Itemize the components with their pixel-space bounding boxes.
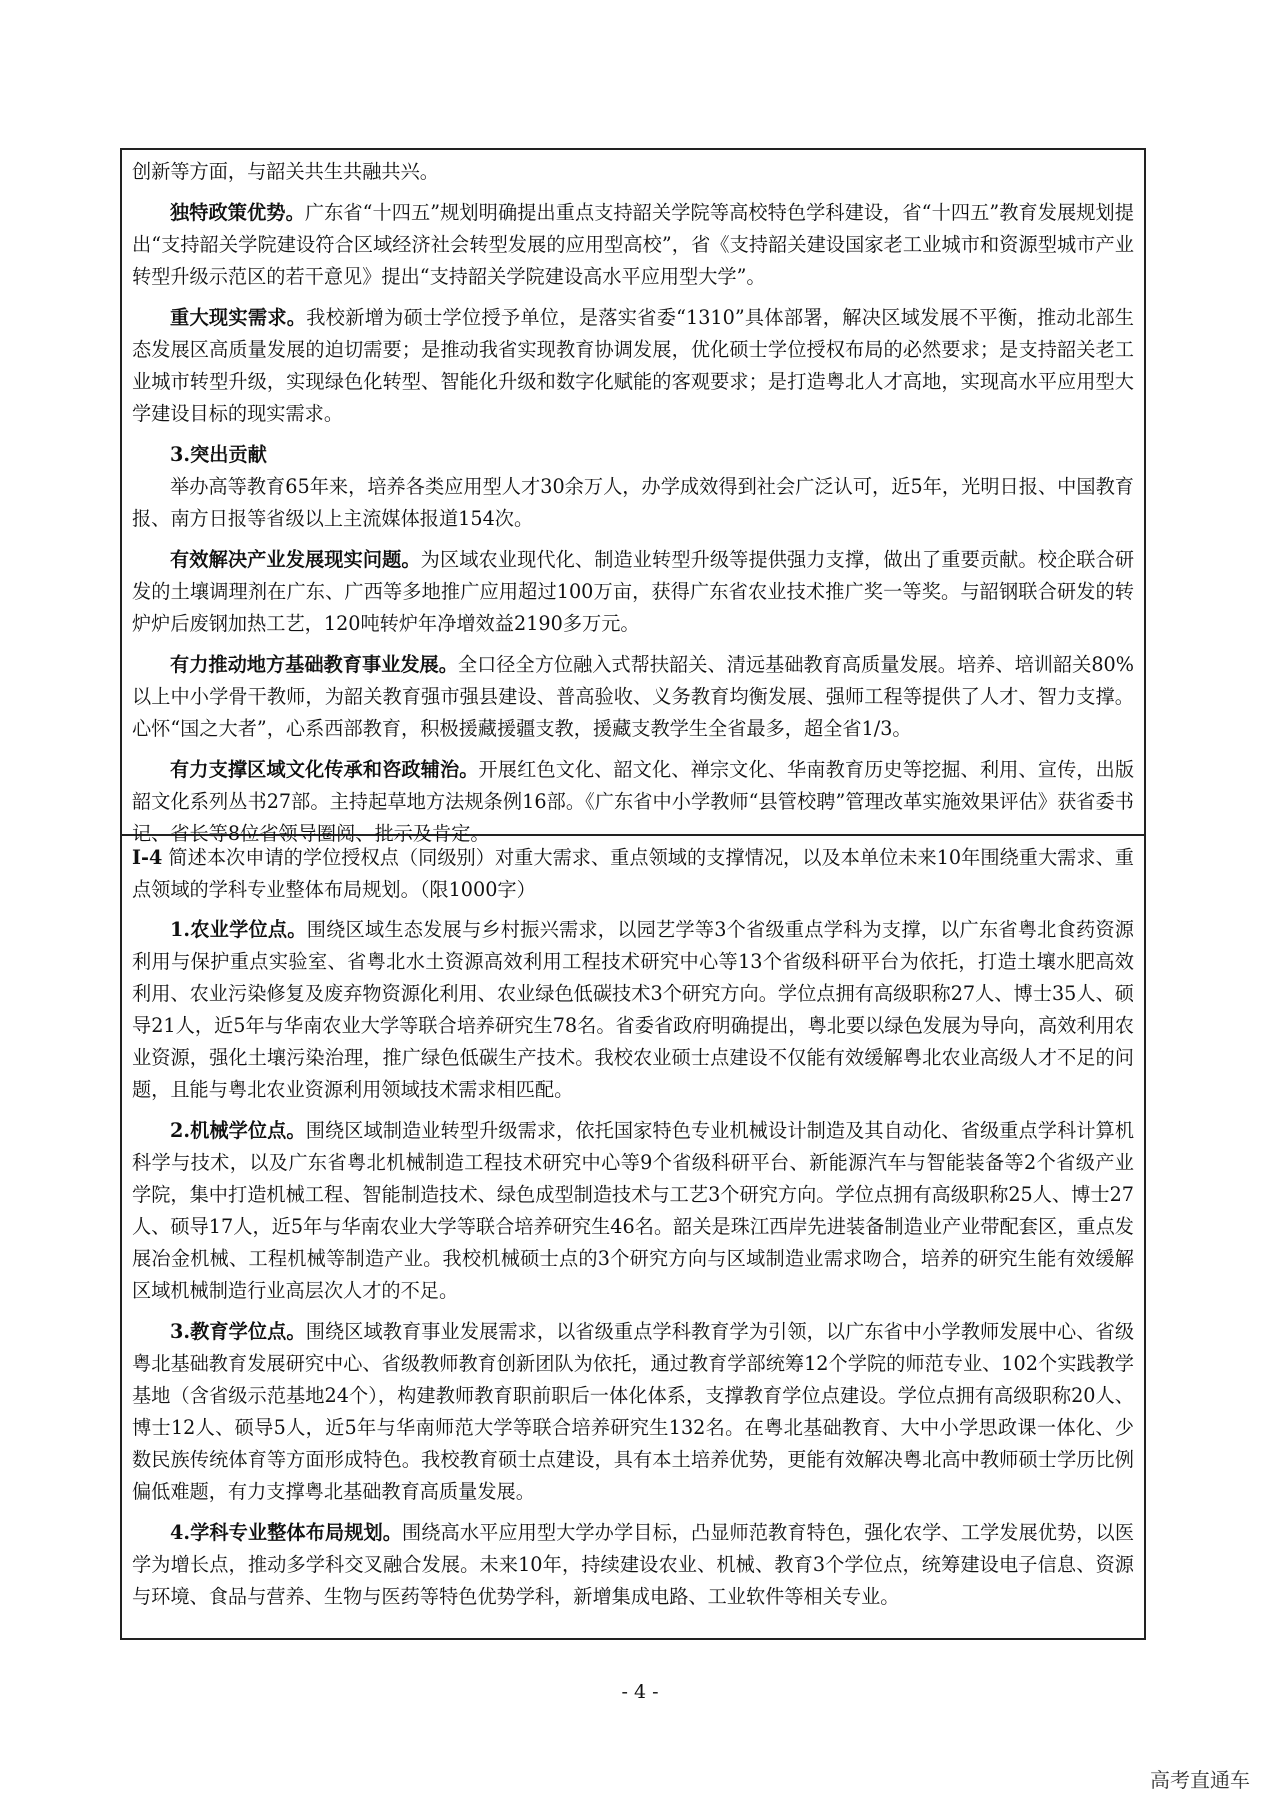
education-heading: 有力推动地方基础教育事业发展。 <box>170 653 458 676</box>
document-table <box>120 148 1146 1640</box>
mechanical-paragraph <box>132 1115 1134 1307</box>
mechanical-text: 围绕区域制造业转型升级需求，依托国家特色专业机械设计制造及其自动化、省级重点学科计算机科学与技术，以及广东省粤北机械制造工程技术研究中心等9个省级科研平台、新能源汽车与智能装备等2个省级产业学院，集中打造机械工程、智能制造技术、绿色成型制造技术与工艺3个研究方向。学位点拥有高级职称25人、博士27人、硕导17人，近5年与华南农业大学等联合培养研究生46名。韶关是珠江西岸先进装备制造业产业带配套区，重点发展冶金机械、工程机械等制造产业。我校机械硕士点的3个研究方向与区域制造业需求吻合，培养的研究生能有效缓解区域机械制造行业高层次人才的不足。 <box>132 1119 1135 1302</box>
education-text: 全口径全方位融入式帮扶韶关、清远基础教育高质量发展。培养、培训韶关80%以上中小学骨干教师，为韶关教育强市强县建设、普高验收、义务教育均衡发展、强师工程等提供了人才、智力支撑。心怀“国之大者”，心系西部教育，积极援藏援疆支教，援藏支教学生全省最多，超全省1/3。 <box>132 653 1134 740</box>
mechanical-heading: 2.机械学位点。 <box>170 1119 306 1142</box>
agriculture-text: 围绕区域生态发展与乡村振兴需求，以园艺学等3个省级重点学科为支撑，以广东省粤北食药资源利用与保护重点实验室、省粤北水土资源高效利用工程技术研究中心等13个省级科研平台为依托，打造土壤水肥高效利用、农业污染修复及废弃物资源化利用、农业绿色低碳技术3个研究方向。学位点拥有高级职称27人、博士35人、硕导21人，近5年与华南农业大学等联合培养研究生78名。省委省政府明确提出，粤北要以绿色发展为导向，高效利用农业资源，强化土壤污染治理，推广绿色低碳生产技术。我校农业硕士点建设不仅能有效缓解粤北农业高级人才不足的问题，且能与粤北农业资源利用领域技术需求相匹配。 <box>132 918 1134 1101</box>
culture-text: 开展红色文化、韶文化、禅宗文化、华南教育历史等挖掘、利用、宣传，出版韶文化系列丛书27部。主持起草地方法规条例16部。《广东省中小学教师“县管校聘”管理改革实施效果评估》获省委书记、省长等8位省领导圈阅、批示及肯定。 <box>132 758 1135 845</box>
question-text: 简述本次申请的学位授权点（同级别）对重大需求、重点领域的支撑情况，以及本单位未来10年围绕重大需求、重点领域的学科专业整体布局规划。（限1000字） <box>132 846 1134 901</box>
policy-heading: 独特政策优势。 <box>170 201 305 224</box>
culture-heading: 有力支撑区域文化传承和咨政辅治。 <box>170 758 479 781</box>
contribution-intro: 举办高等教育65年来，培养各类应用型人才30余万人，办学成效得到社会广泛认可，近5年，光明日报、中国教育报、南方日报等省级以上主流媒体报道154次。 <box>132 475 1134 530</box>
industry-paragraph <box>132 544 1134 640</box>
plan-text: 围绕高水平应用型大学办学目标，凸显师范教育特色，强化农学、工学发展优势，以医学为增长点，推动多学科交叉融合发展。未来10年，持续建设农业、机械、教育3个学位点，统筹建设电子信息、资源与环境、食品与营养、生物与医药等特色优势学科，新增集成电路、工业软件等相关专业。 <box>132 1521 1135 1608</box>
demand-text: 我校新增为硕士学位授予单位，是落实省委“1310”具体部署，解决区域发展不平衡，推动北部生态发展区高质量发展的迫切需要；是推动我省实现教育协调发展，优化硕士学位授权布局的必然要求；是支持韶关老工业城市转型升级，实现绿色化转型、智能化升级和数字化赋能的客观要求；是打造粤北人才高地，实现高水平应用型大学建设目标的现实需求。 <box>132 306 1134 425</box>
section-i4 <box>120 836 1146 1640</box>
agriculture-paragraph <box>132 914 1134 1106</box>
plan-paragraph <box>132 1517 1134 1613</box>
question-code: I-4 <box>132 846 163 869</box>
continued-paragraph: 创新等方面，与韶关共生共融共兴。 <box>132 160 439 183</box>
watermark-text: 高考直通车 <box>1150 1768 1250 1792</box>
teaching-text: 围绕区域教育事业发展需求，以省级重点学科教育学为引领，以广东省中小学教师发展中心、省级粤北基础教育发展研究中心、省级教师教育创新团队为依托，通过教育学部统筹12个学院的师范专业、102个实践教学基地（含省级示范基地24个），构建教师教育职前职后一体化体系，支撑教育学位点建设。学位点拥有高级职称20人、博士12人、硕导5人，近5年与华南师范大学等联合培养研究生132名。在粤北基础教育、大中小学思政课一体化、少数民族传统体育等方面形成特色。我校教育硕士点建设，具有本土培养优势，更能有效解决粤北高中教师硕士学历比例偏低难题，有力支撑粤北基础教育高质量发展。 <box>132 1320 1135 1503</box>
question-i4 <box>132 842 1134 906</box>
plan-heading: 4.学科专业整体布局规划。 <box>170 1521 403 1544</box>
section-basic-conditions <box>120 148 1146 845</box>
industry-heading: 有效解决产业发展现实问题。 <box>170 548 421 571</box>
industry-text: 为区域农业现代化、制造业转型升级等提供强力支撑，做出了重要贡献。校企联合研发的土壤调理剂在广东、广西等多地推广应用超过100万亩，获得广东省农业技术推广奖一等奖。与韶钢联合研发的转炉炉后废钢加热工艺，120吨转炉年净增效益2190多万元。 <box>132 548 1135 635</box>
teaching-heading: 3.教育学位点。 <box>170 1320 306 1343</box>
policy-paragraph <box>132 197 1134 293</box>
agriculture-heading: 1.农业学位点。 <box>170 918 307 941</box>
demand-paragraph <box>132 302 1134 430</box>
policy-text: 广东省“十四五”规划明确提出重点支持韶关学院等高校特色学科建设，省“十四五”教育发展规划提出“支持韶关学院建设符合区域经济社会转型发展的应用型高校”，省《支持韶关建设国家老工业城市和资源型城市产业转型升级示范区的若干意见》提出“支持韶关学院建设高水平应用型大学”。 <box>132 201 1134 288</box>
teaching-paragraph <box>132 1316 1134 1508</box>
page-number: - 4 - <box>621 1681 659 1703</box>
education-paragraph <box>132 649 1134 745</box>
demand-heading: 重大现实需求。 <box>170 306 307 329</box>
contribution-title: 3.突出贡献 <box>170 443 267 466</box>
